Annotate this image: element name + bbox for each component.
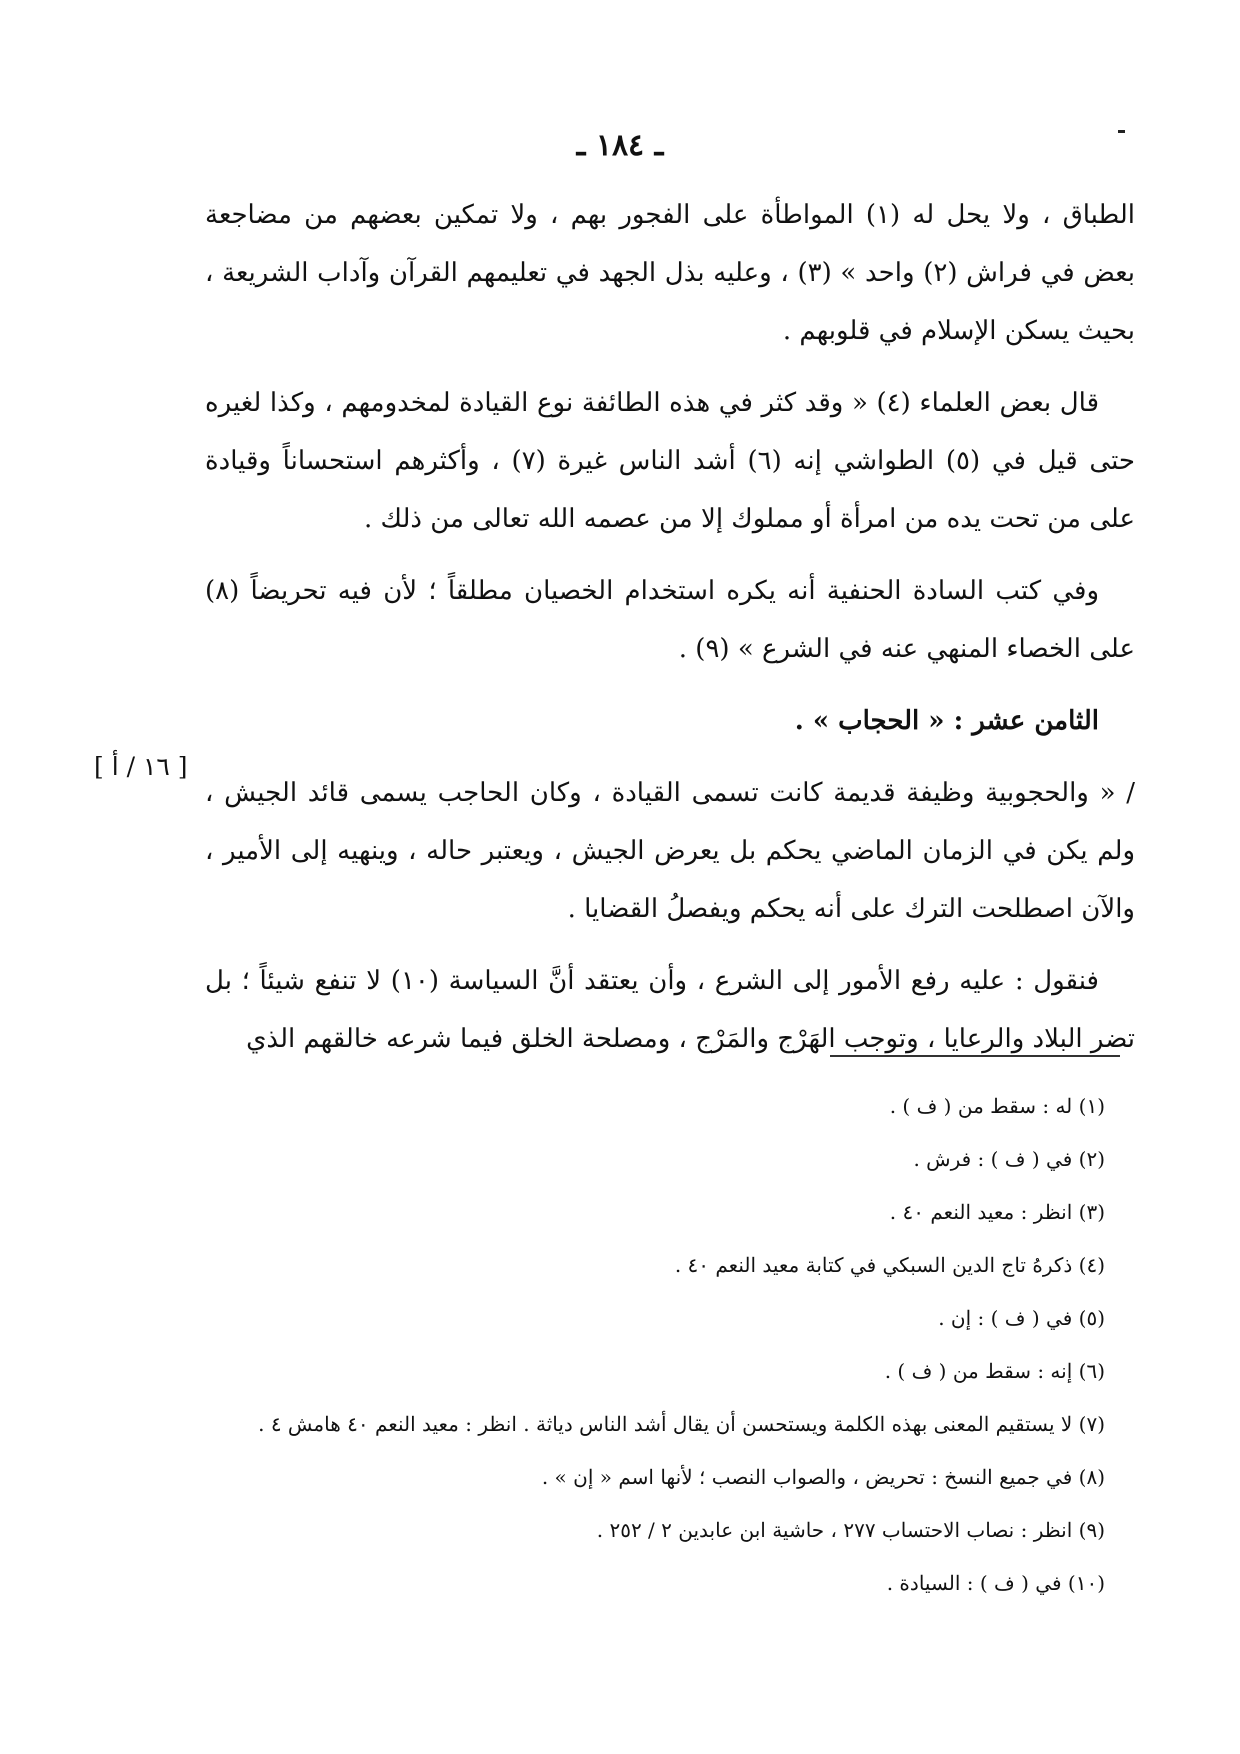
- footnote: (٤) ذكرهُ تاج الدين السبكي في كتابة معيد النعم ٤٠ .: [674, 1253, 1105, 1277]
- footnote: (١٠) في ( ف ) : السيادة .: [886, 1571, 1105, 1595]
- page-number: ـ ١٨٤ ـ: [576, 128, 664, 163]
- main-text: [205, 186, 1135, 1082]
- footnote: (٨) في جميع النسخ : تحريض ، والصواب النصب ؛ لأنها اسم « إن » .: [541, 1465, 1105, 1489]
- paragraph: فنقول : عليه رفع الأمور إلى الشرع ، وأن يعتقد أنَّ السياسة (١٠) لا تنفع شيئاً ؛ بل تضر البلاد والرعايا ، وتوجب الهَرْج والمَرْج ، ومصلحة الخلق فيما شرعه خالقهم الذي: [205, 966, 1135, 1054]
- footnote: (٧) لا يستقيم المعنى بهذه الكلمة ويستحسن أن يقال أشد الناس دياثة . انظر : معيد النعم ٤٠ هامش ٤ .: [258, 1412, 1105, 1436]
- paragraph: الطباق ، ولا يحل له (١) المواطأة على الفجور بهم ، ولا تمكين بعضهم من مضاجعة بعض في فراش (٢) واحد » (٣) ، وعليه بذل الجهد في تعليمهم القرآن وآداب الشريعة ، بحيث يسكن الإسلام في قلوبهم .: [205, 200, 1135, 346]
- footnotes: [200, 1080, 1105, 1610]
- footnote: (٥) في ( ف ) : إن .: [938, 1306, 1105, 1330]
- footnote: (٩) انظر : نصاب الاحتساب ٢٧٧ ، حاشية ابن عابدين ٢ / ٢٥٢ .: [596, 1518, 1105, 1542]
- paragraph: قال بعض العلماء (٤) « وقد كثر في هذه الطائفة نوع القيادة لمخدومهم ، وكذا لغيره حتى قيل في (٥) الطواشي إنه (٦) أشد الناس غيرة (٧) ، وأكثرهم استحساناً وقيادة على من تحت يده من امرأة أو مملوك إلا من عصمه الله تعالى من ذلك .: [205, 388, 1135, 534]
- footnote: (١) له : سقط من ( ف ) .: [889, 1094, 1105, 1118]
- footnote: (٦) إنه : سقط من ( ف ) .: [884, 1359, 1105, 1383]
- footnote-divider: [830, 1055, 1120, 1057]
- section-heading: الثامن عشر : « الحجاب » .: [794, 706, 1099, 736]
- folio-margin-note: [ ١٦ / أ ]: [94, 752, 188, 781]
- paragraph: وفي كتب السادة الحنفية أنه يكره استخدام الخصيان مطلقاً ؛ لأن فيه تحريضاً (٨) على الخصاء المنهي عنه في الشرع » (٩) .: [205, 576, 1135, 664]
- footnote: (٢) في ( ف ) : فرش .: [913, 1147, 1105, 1171]
- paragraph: / « والحجوبية وظيفة قديمة كانت تسمى القيادة ، وكان الحاجب يسمى قائد الجيش ، ولم يكن في الزمان الماضي يحكم بل يعرض الجيش ، ويعتبر حاله ، وينهيه إلى الأمير ، والآن اصطلحت الترك على أنه يحكم ويفصلُ القضايا .: [205, 778, 1135, 924]
- footnote: (٣) انظر : معيد النعم ٤٠ .: [889, 1200, 1105, 1224]
